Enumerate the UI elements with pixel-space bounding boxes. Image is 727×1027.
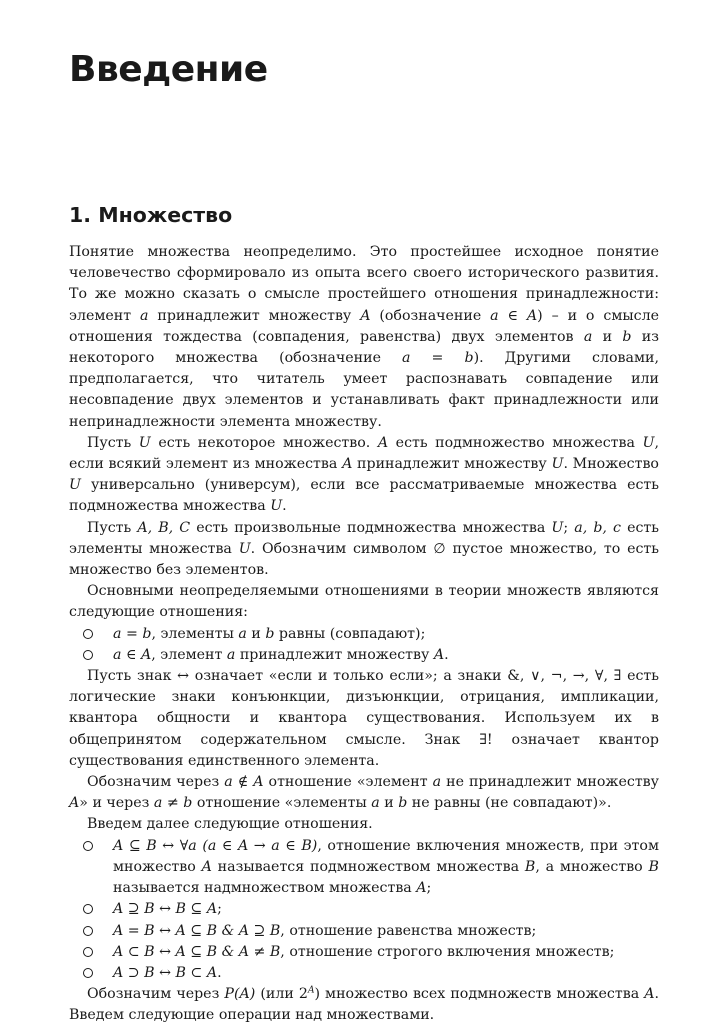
list-item: A ⊇ B ↔ B ⊆ A;	[113, 899, 659, 920]
bullet-circle-icon	[83, 629, 93, 639]
bullet-circle-icon	[83, 968, 93, 978]
list-item: a = b, элементы a и b равны (совпадают);	[113, 624, 659, 645]
set-relations-list	[69, 836, 659, 984]
list-item: A ⊆ B ↔ ∀a (a ∈ A → a ∈ B), отношение включения множеств, при этом множество A называется подмножеством множества B, а множество B называется надмножеством множества A;	[113, 836, 659, 900]
paragraph-4: Основными неопределяемыми отношениями в теории множеств являются следующие отношения:	[69, 583, 659, 621]
paragraph-7: Введем далее следующие отношения.	[87, 816, 373, 833]
bullet-circle-icon	[83, 947, 93, 957]
list-item: A = B ↔ A ⊆ B & A ⊇ B, отношение равенства множеств;	[113, 921, 659, 942]
bullet-circle-icon	[83, 650, 93, 660]
paragraph-3: Пусть A, B, C есть произвольные подмножества множества U; a, b, c есть элементы множества U. Обозначим символом ∅ пустое множество, то есть множество без элементов.	[69, 519, 660, 579]
list-item: a ∈ A, элемент a принадлежит множеству A.	[113, 645, 659, 666]
paragraph-2: Пусть U есть некоторое множество. A есть подмножество множества U, если всякий элемент из множества A принадлежит множеству U. Множество U универсально (универсум), если все рассматриваемые множества есть подмножества множества U.	[69, 434, 659, 515]
chapter-title: Введение	[69, 49, 268, 90]
paragraph-6: Обозначим через a ∉ A отношение «элемент a не принадлежит множеству A» и через a ≠ b отношение «элементы a и b не равны (не совпадают)».	[69, 774, 660, 812]
paragraph-1: Понятие множества неопределимо. Это простейшее исходное понятие человечество сформировало из опыта всего своего исторического развития. То же можно сказать о смысле простейшего отношения принадлежности: элемент a принадлежит множеству A (обозначение a ∈ A) – и о смысле отношения тождества (совпадения, равенства) двух элементов a и b из некоторого множества (обозначение a = b). Другими словами, предполагается, что читатель умеет распознавать совпадение или несовпадение двух элементов и устанавливать факт принадлежности или непринадлежности элемента множеству.	[69, 244, 660, 430]
paragraph-5: Пусть знак ↔ означает «если и только если»; а знаки &, ∨, ¬, →, ∀, ∃ есть логические знаки конъюнкции, дизъюнкции, отрицания, импликации, квантора общности и квантора существования. Используем их в общепринятом содержательном смысле. Знак ∃! означает квантор существования единственного элемента.	[69, 668, 659, 769]
section-title: 1. Множество	[69, 203, 233, 227]
bullet-circle-icon	[83, 926, 93, 936]
relations-list	[69, 624, 659, 666]
body-text	[69, 242, 659, 1027]
bullet-circle-icon	[83, 841, 93, 851]
list-item: A ⊃ B ↔ B ⊂ A.	[113, 963, 659, 984]
paragraph-8: Обозначим через P(A) (или $2^A$) множество всех подмножеств множества A. Введем следующие операции над множествами.	[69, 985, 660, 1024]
list-item: A ⊂ B ↔ A ⊆ B & A ≠ B, отношение строгого включения множеств;	[113, 942, 659, 963]
bullet-circle-icon	[83, 904, 93, 914]
